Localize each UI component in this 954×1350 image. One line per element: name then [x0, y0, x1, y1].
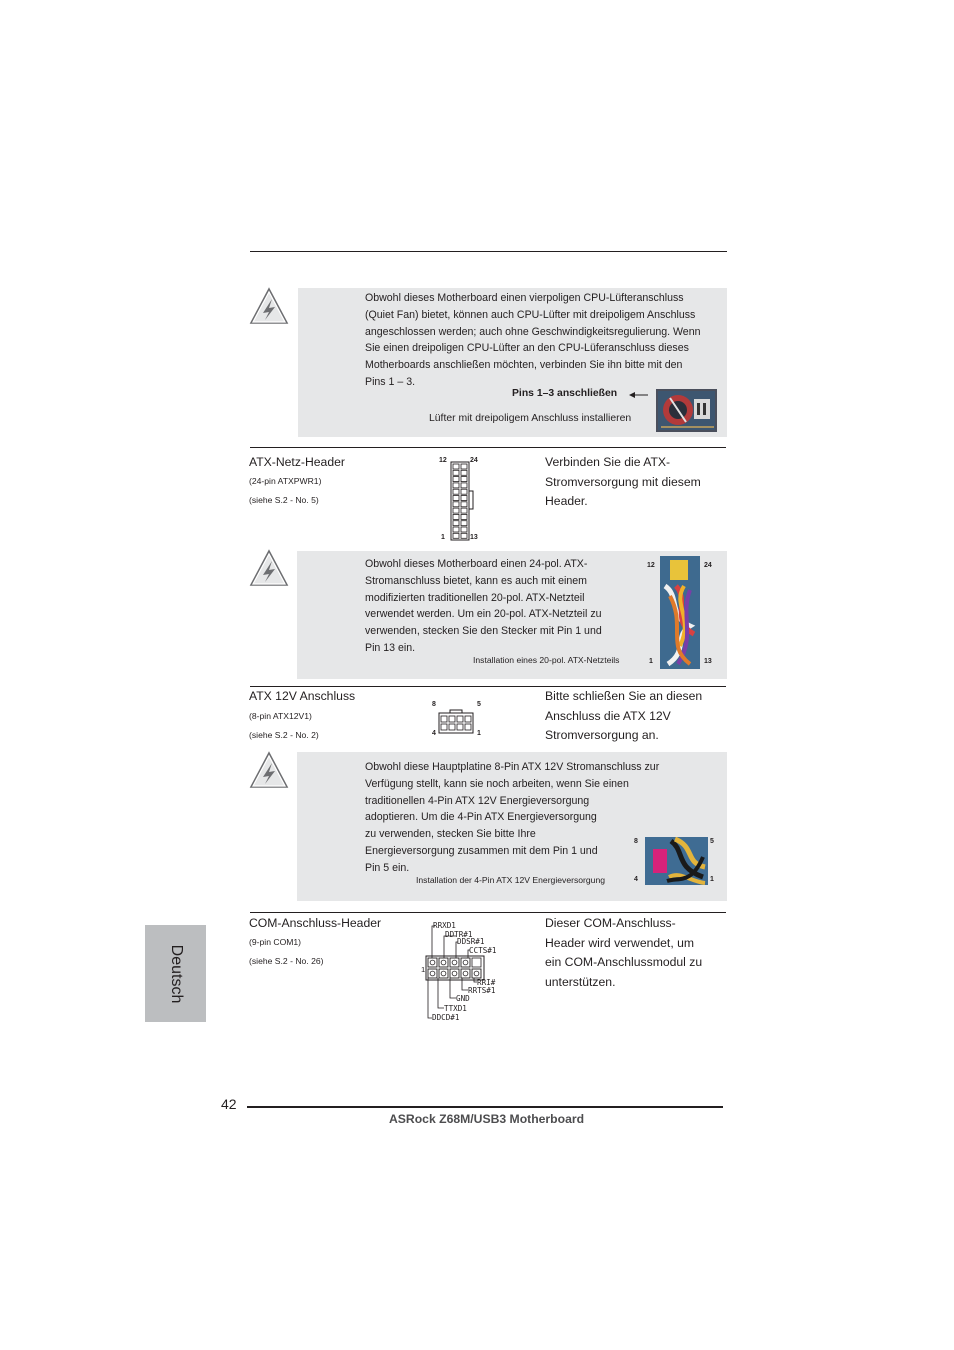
- connector-empty-slot: [472, 958, 481, 967]
- pin-label: 8: [634, 838, 638, 845]
- connector-pin: [453, 483, 459, 488]
- pin-label: 4: [634, 876, 638, 883]
- note-cpu-fan-text: [365, 290, 725, 391]
- connector-pin: [461, 496, 467, 501]
- connector-latch: [469, 491, 473, 509]
- connector-pin-hole: [452, 960, 457, 965]
- connector-pin: [453, 521, 459, 526]
- atx12v-4pin-caption: Installation der 4-Pin ATX 12V Energieversorgung: [416, 875, 606, 885]
- atx12v-8pin-diagram: [438, 709, 474, 735]
- connector-pin: [465, 716, 471, 722]
- desc-line: Bitte schließen Sie an diesen: [545, 689, 703, 703]
- side-tab-label: Deutsch: [167, 944, 185, 1003]
- pin-label: 12: [439, 457, 447, 464]
- note-line: modifizierten traditionellen 20-pol. ATX-Netzteil: [365, 591, 585, 604]
- arrow-left-icon: [629, 391, 649, 399]
- connector-pin: [461, 483, 467, 488]
- pin-label: 5: [477, 701, 481, 708]
- connector-pin: [453, 496, 459, 501]
- atx12v-4pin-photo: [645, 837, 708, 885]
- connector-pin: [461, 521, 467, 526]
- com-title: COM-Anschluss-Header: [249, 916, 382, 930]
- fan-connector-photo: [656, 389, 717, 432]
- connector-pin: [461, 514, 467, 519]
- desc-line: Verbinden Sie die ATX-: [545, 455, 671, 469]
- pin-label: 8: [432, 701, 436, 708]
- pins-label: Pins 1–3 anschließen: [512, 388, 618, 399]
- connector-pin-hole: [452, 971, 457, 976]
- com-signal-label: GND: [456, 994, 470, 1003]
- footer-product: ASRock Z68M/USB3 Motherboard: [389, 1112, 585, 1126]
- atx-power-title: ATX-Netz-Header: [249, 455, 345, 469]
- note-line: Sie einen dreipoligen CPU-Lüfter an den CPU-Lüferanschluss dieses: [365, 342, 689, 355]
- com-description: [545, 914, 702, 992]
- pin-label: 13: [470, 534, 478, 541]
- note-atx-20pin-text: [365, 556, 640, 657]
- com-signal-label: RRI#: [477, 978, 496, 987]
- connector-pin: [441, 724, 447, 730]
- connector-pin: [461, 470, 467, 475]
- atx-power-pin-info: (24-pin ATXPWR1): [249, 476, 322, 486]
- desc-line: ein COM-Anschlussmodul zu: [545, 955, 703, 970]
- warning-icon: [248, 750, 290, 790]
- section-rule: [250, 447, 726, 448]
- note-line: Verfügung stellt, kann sie noch arbeiten, wenn Sie einen: [365, 777, 629, 790]
- connector-pin-hole: [463, 960, 468, 965]
- note-line: Obwohl dieses Motherboard einen vierpoligen CPU-Lüfteranschluss: [365, 292, 684, 304]
- pin-label: 4: [432, 730, 436, 737]
- connector-pin: [453, 514, 459, 519]
- atx12v-description: [545, 687, 702, 746]
- note-line: verwendet werden. Um ein 20-pol. ATX-Netzteil zu: [365, 608, 602, 621]
- connector-pin: [461, 508, 467, 513]
- note-line: Pin 13 ein.: [365, 641, 416, 654]
- pin-label: 24: [704, 562, 712, 569]
- warning-icon: [248, 286, 290, 326]
- connector-pin-hole: [474, 971, 479, 976]
- page-number: 42: [221, 1096, 237, 1112]
- connector-pin: [428, 958, 437, 967]
- section-rule: [250, 912, 726, 913]
- connector-pin: [461, 533, 467, 538]
- connector-pin: [453, 508, 459, 513]
- note-line: Stromanschluss bietet, kann es auch mit einem: [365, 574, 587, 587]
- connector-pin: [472, 969, 481, 978]
- com-pin-one: 1: [421, 965, 426, 974]
- connector-pin: [457, 716, 463, 722]
- top-rule: [250, 251, 727, 252]
- connector-pin: [453, 502, 459, 507]
- footer-rule: [247, 1106, 723, 1108]
- atx-20pin-photo: [660, 556, 700, 669]
- connector-pin: [441, 716, 447, 722]
- connector-pin: [449, 716, 455, 722]
- desc-line: Stromversorgung an.: [545, 728, 659, 743]
- desc-line: Header wird verwendet, um: [545, 935, 695, 950]
- note-line: Motherboards anschließen möchten, verbinden Sie ihn bitte mit den: [365, 359, 683, 372]
- connector-pin-hole: [430, 971, 435, 976]
- cpu-fan-caption: Lüfter mit dreipoligem Anschluss installieren: [429, 413, 632, 424]
- connector-pin: [453, 489, 459, 494]
- atx-power-page-ref: (siehe S.2 - No. 5): [249, 495, 319, 505]
- com-page-ref: (siehe S.2 - No. 26): [249, 956, 324, 966]
- note-line: traditionellen 4-Pin ATX 12V Energieversorgung: [365, 794, 590, 807]
- connector-pin-hole: [430, 960, 435, 965]
- desc-line: unterstützen.: [545, 974, 616, 989]
- connector-pin: [457, 724, 463, 730]
- connector-pin: [453, 527, 459, 532]
- com-signal-label: TTXD1: [444, 1004, 467, 1013]
- com-signal-label: DDCD#1: [432, 1013, 460, 1022]
- connector-pin: [450, 969, 459, 978]
- pin-label: 5: [710, 838, 714, 845]
- note-line: adoptieren. Um die 4-Pin ATX Energieversorgung: [365, 811, 597, 824]
- com-pin-info: (9-pin COM1): [249, 937, 302, 947]
- connector-latch: [450, 710, 462, 713]
- desc-line: Header.: [545, 494, 588, 509]
- pin-label: 1: [477, 730, 481, 737]
- pin-label: 1: [441, 534, 445, 541]
- note-line: Obwohl dieses Motherboard einen 24-pol. ATX-: [365, 558, 588, 570]
- connector-pin: [465, 724, 471, 730]
- atx-20pin-caption: Installation eines 20-pol. ATX-Netzteils: [473, 655, 620, 665]
- note-line: Energieversorgung zusammen mit dem Pin 1 und: [365, 844, 598, 857]
- note-line: Obwohl diese Hauptplatine 8-Pin ATX 12V Stromanschluss zur: [365, 761, 660, 773]
- atx12v-title: ATX 12V Anschluss: [249, 689, 356, 703]
- connector-pin-hole: [441, 960, 446, 965]
- com-signal-label: DDTR#1: [445, 930, 473, 939]
- pin-label: 1: [649, 658, 653, 665]
- atx-24pin-diagram: [450, 461, 474, 541]
- atx12v-pin-info: (8-pin ATX12V1): [249, 711, 312, 721]
- connector-pin: [453, 464, 459, 469]
- desc-line: Anschluss die ATX 12V: [545, 708, 671, 723]
- connector-pin: [461, 958, 470, 967]
- connector-outline: [451, 462, 469, 540]
- connector-pin-hole: [463, 971, 468, 976]
- pin-label: 1: [710, 876, 714, 883]
- connector-pin-hole: [441, 971, 446, 976]
- com-signal-label: RRTS#1: [468, 986, 496, 995]
- note-line: verwenden, stecken Sie den Stecker mit Pin 1 und: [365, 625, 602, 638]
- desc-line: Stromversorgung mit diesem: [545, 474, 701, 489]
- connector-pin: [428, 969, 437, 978]
- connector-pin: [461, 477, 467, 482]
- warning-icon: [248, 548, 290, 588]
- com-signal-label: DDSR#1: [457, 937, 485, 946]
- pin-label: 12: [647, 562, 655, 569]
- connector-pin: [461, 969, 470, 978]
- connector-pin: [450, 958, 459, 967]
- pin-label: 13: [704, 658, 712, 665]
- note-line: Pins 1 – 3.: [365, 375, 416, 388]
- atx12v-page-ref: (siehe S.2 - No. 2): [249, 730, 319, 740]
- note-line: (Quiet Fan) bietet, können auch CPU-Lüfter mit dreipoligem Anschluss: [365, 308, 696, 321]
- connector-pin: [453, 533, 459, 538]
- note-line: Pin 5 ein.: [365, 861, 410, 874]
- note-line: angeschlossen werden; auch ohne Geschwindigkeitsregulierung. Wenn: [365, 325, 701, 338]
- connector-pin: [439, 958, 448, 967]
- connector-pin: [453, 470, 459, 475]
- connector-pin: [461, 527, 467, 532]
- pin-label: 24: [470, 457, 478, 464]
- connector-pin: [439, 969, 448, 978]
- connector-pin: [449, 724, 455, 730]
- atx-power-description: [545, 453, 701, 512]
- connector-pin: [461, 464, 467, 469]
- com-signal-label: RRXD1: [433, 921, 456, 930]
- language-side-tab: [145, 925, 206, 1022]
- note-line: zu verwenden, stecken Sie bitte Ihre: [365, 828, 536, 841]
- connector-pin: [461, 502, 467, 507]
- connector-pin: [461, 489, 467, 494]
- desc-line: Dieser COM-Anschluss-: [545, 916, 676, 930]
- connector-pin: [453, 477, 459, 482]
- com-signal-label: CCTS#1: [469, 946, 497, 955]
